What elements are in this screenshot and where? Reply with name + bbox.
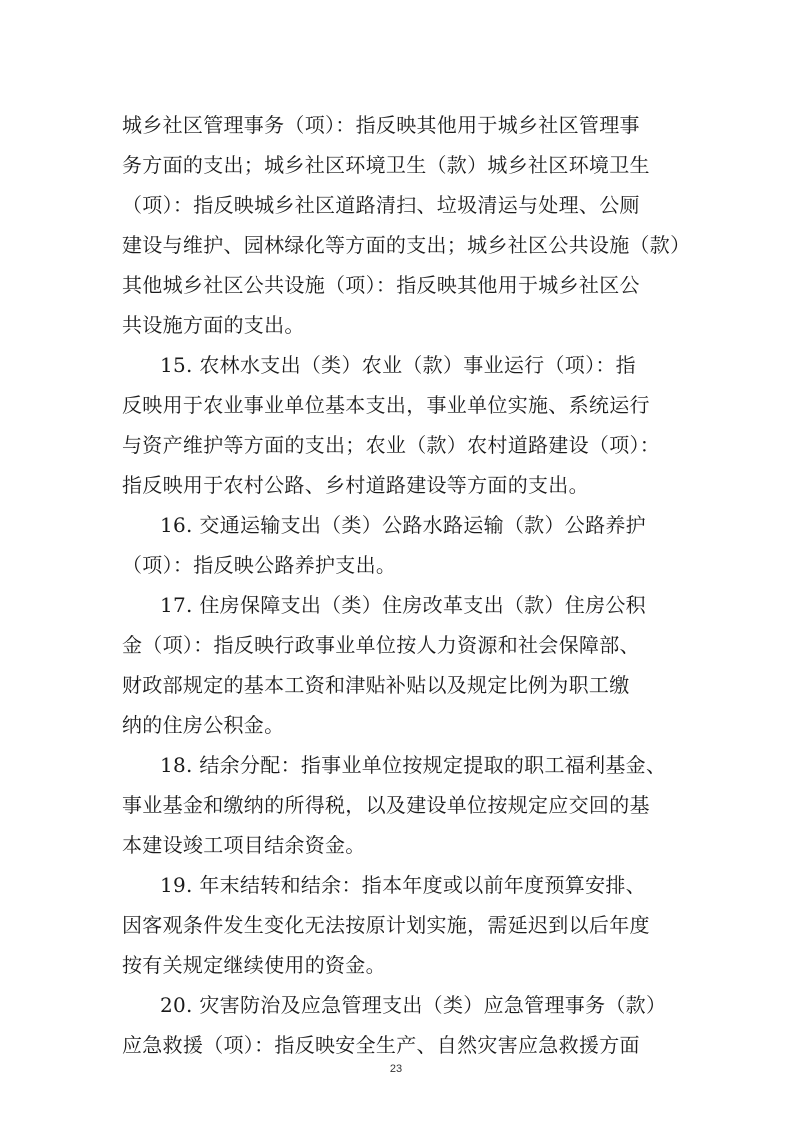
text-line: 城乡社区管理事务（项）：指反映其他用于城乡社区管理事 <box>122 113 640 137</box>
text-line: 20. 灾害防治及应急管理支出（类）应急管理事务（款） <box>160 993 667 1017</box>
text-line: 因客观条件发生变化无法按原计划实施，需延迟到以后年度 <box>122 913 650 937</box>
text-line: 18. 结余分配：指事业单位按规定提取的职工福利基金、 <box>160 753 667 777</box>
text-line: 应急救援（项）：指反映安全生产、自然灾害应急救援方面 <box>122 1033 640 1057</box>
page-number: 23 <box>389 1063 403 1075</box>
text-line: 19. 年末结转和结余：指本年度或以前年度预算安排、 <box>160 873 646 897</box>
text-line: 本建设竣工项目结余资金。 <box>122 833 366 857</box>
text-line: （项）：指反映公路养护支出。 <box>122 553 397 577</box>
text-line: 务方面的支出；城乡社区环境卫生（款）城乡社区环境卫生 <box>122 153 650 177</box>
text-line: 其他城乡社区公共设施（项）：指反映其他用于城乡社区公 <box>122 273 640 297</box>
text-line: （项）：指反映城乡社区道路清扫、垃圾清运与处理、公厕 <box>122 193 640 217</box>
text-line: 事业基金和缴纳的所得税，以及建设单位按规定应交回的基 <box>122 793 650 817</box>
text-line: 反映用于农业事业单位基本支出，事业单位实施、系统运行 <box>122 393 650 417</box>
text-line: 纳的住房公积金。 <box>122 713 285 737</box>
text-line: 指反映用于农村公路、乡村道路建设等方面的支出。 <box>122 473 589 497</box>
text-line: 与资产维护等方面的支出；农业（款）农村道路建设（项）： <box>122 433 661 457</box>
text-line: 建设与维护、园林绿化等方面的支出；城乡社区公共设施（款） <box>122 233 691 257</box>
text-line: 按有关规定继续使用的资金。 <box>122 953 386 977</box>
text-line: 16. 交通运输支出（类）公路水路运输（款）公路养护 <box>160 513 646 537</box>
text-line: 共设施方面的支出。 <box>122 313 305 337</box>
text-line: 财政部规定的基本工资和津贴补贴以及规定比例为职工缴 <box>122 673 630 697</box>
text-line: 15. 农林水支出（类）农业（款）事业运行（项）：指 <box>160 353 636 377</box>
text-line: 17. 住房保障支出（类）住房改革支出（款）住房公积 <box>160 593 646 617</box>
text-line: 金（项）：指反映行政事业单位按人力资源和社会保障部、 <box>122 633 640 657</box>
